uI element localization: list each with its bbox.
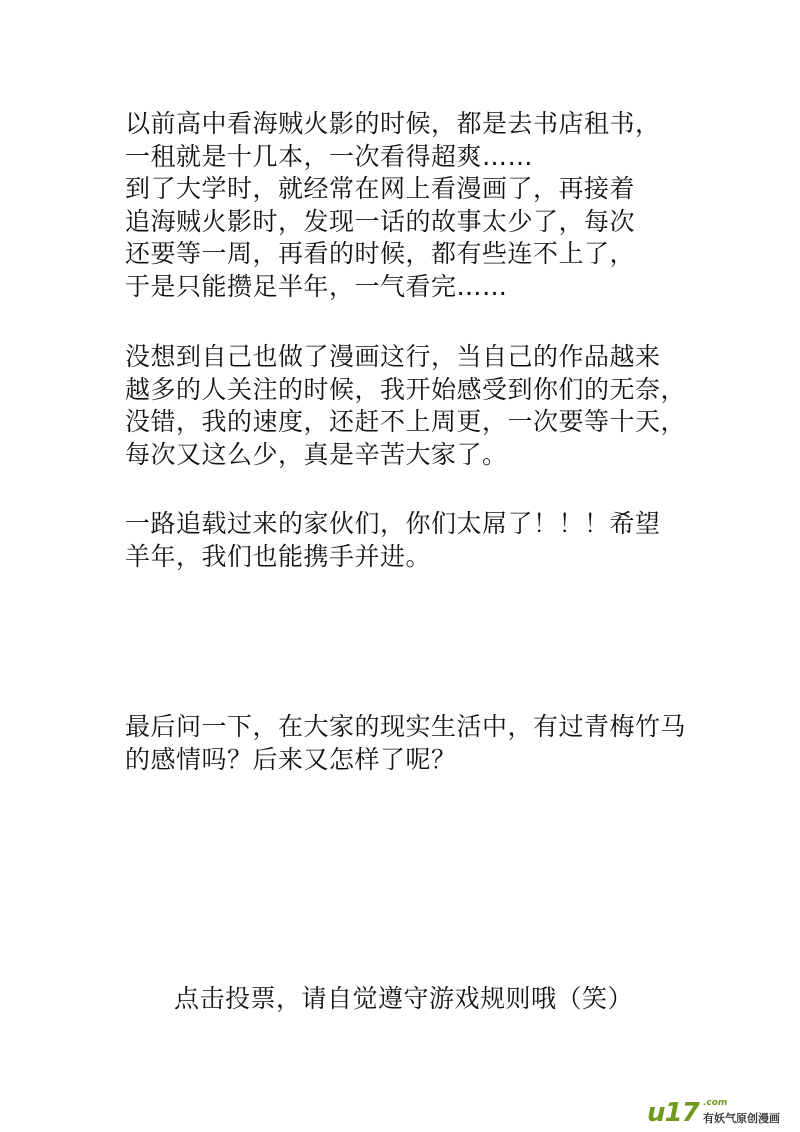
paragraph-author-apology (125, 341, 686, 471)
paragraph-new-year-wish (125, 508, 661, 573)
text-line: 一路追载过来的家伙们，你们太屌了！！！希望 (125, 509, 661, 538)
text-line: 还要等一周，再看的时候，都有些连不上了， (125, 239, 636, 268)
text-line: 追海贼火影时，发现一话的故事太少了，每次 (125, 206, 636, 236)
u17-logo (647, 1098, 792, 1128)
text-line: 一租就是十几本，一次看得超爽…… (125, 141, 534, 171)
paragraph-question (125, 711, 686, 776)
text-line: 每次又这么少，真是辛苦大家了。 (125, 439, 508, 469)
text-line: 没错，我的速度，还赶不上周更，一次要等十天， (125, 407, 687, 436)
text-line: 到了大学时，就经常在网上看漫画了，再接着 (125, 174, 636, 203)
logo-slogan: 有妖气原创漫画 (703, 1112, 780, 1125)
text-line: 越多的人关注的时候，我开始感受到你们的无奈， (125, 374, 687, 404)
text-line: 最后问一下，在大家的现实生活中，有过青梅竹马 (125, 712, 687, 741)
text-line: 羊年，我们也能携手并进。 (125, 541, 432, 571)
paragraph-reading-memories (125, 108, 661, 303)
vote-note: 点击投票，请自觉遵守游戏规则哦（笑） (174, 984, 634, 1013)
text-line: 以前高中看海贼火影的时候，都是去书店租书， (125, 109, 661, 138)
logo-mark: u17 (647, 1098, 699, 1128)
text-line: 的感情吗？后来又怎样了呢？ (125, 744, 457, 774)
logo-domain: .com (703, 1098, 728, 1108)
text-line: 于是只能攒足半年，一气看完…… (125, 271, 508, 301)
text-line: 没想到自己也做了漫画这行，当自己的作品越来 (125, 342, 661, 371)
